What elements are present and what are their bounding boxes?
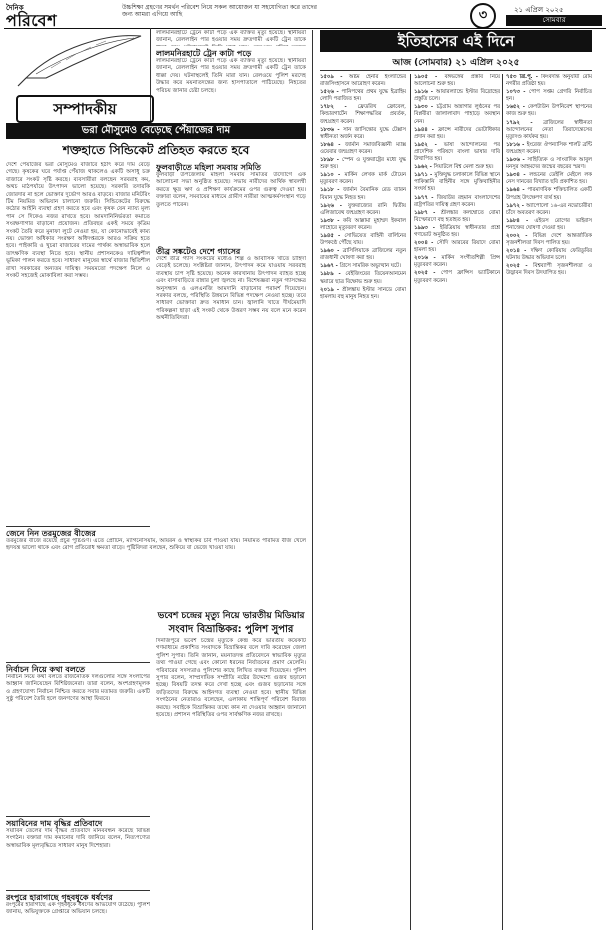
history-item — [414, 164, 500, 171]
history-text: ভাষা আন্দোলনের পর প্রাদেশিক পরিষদে বাংলা ভাষার দাবি উত্থাপিত হয়। — [414, 141, 500, 163]
history-text: সান জাসিন্তোর যুদ্ধে টেক্সাস স্বাধীনতা অর্জন করে। — [320, 126, 406, 140]
history-item — [414, 142, 500, 163]
history-year: ১৯০৫ - — [414, 74, 445, 80]
history-year: ১৫২৬ - — [320, 89, 342, 96]
history-text: পানিপথের প্রথম যুদ্ধে ইব্রাহিম লোদি পরাজিত হন। — [320, 89, 406, 103]
history-text: কবি আল্লামা মুহাম্মদ ইকবাল লাহোরে মৃত্যুবরণ করেন। — [320, 217, 406, 231]
editorial-headline[interactable]: ভরা মৌসুমেও বেড়েছে পেঁয়াজের দাম — [6, 123, 306, 139]
history-year: ১৯৯৩ - — [414, 224, 440, 231]
column-rule — [502, 74, 503, 930]
history-text: বিভিন্ন দেশে আন্তর্জাতিক সৃজনশীলতা দিবস পালিত হয়। — [506, 232, 592, 247]
history-text: বঙ্গভঙ্গের প্রস্তাব নিয়ে আলোচনা শুরু হয়। — [414, 74, 500, 88]
history-item — [320, 127, 406, 141]
history-item — [414, 225, 500, 239]
history-text: ইরিত্রিয়ায় স্বাধীনতার প্রশ্নে গণভোট অনুষ্ঠিত হয়। — [414, 224, 500, 238]
history-text: কিংবদন্তি অনুযায়ী রোম নগরীর প্রতিষ্ঠা হয়। — [506, 74, 592, 88]
editorial-illustration — [6, 28, 150, 84]
article-headline[interactable]: রংপুরে হারাগাছে গৃহবধূকে ধর্ষণের — [6, 893, 113, 902]
article-headline[interactable]: লালমনিরহাটে ট্রেন কাটা পড়ে — [156, 49, 252, 58]
history-text: আয়ারল্যান্ডে ইস্টার বিদ্রোহের প্রস্তুতি চলে। — [414, 89, 500, 103]
history-year: ১৯৪৪ - — [414, 126, 439, 133]
newspaper-logo[interactable]: পরিবেশ — [6, 11, 58, 30]
issue-day: সোমবার — [506, 15, 602, 26]
history-item — [320, 233, 406, 247]
masthead — [4, 2, 606, 29]
section-divider — [6, 890, 150, 891]
article-body: দিনাজপুরে ভবেশ চন্দ্রের মৃত্যুকে কেন্দ্র করে ভারতীয় কয়েকটি গণমাধ্যমে প্রকাশিত সংবাদকে বিভ্রান্তিকর বলে দাবি করেছেন জেলা পুলিশ সুপার। তিনি জানান, ময়নাতদন্ত প্রতিবেদনে স্বাভাবিক মৃত্যুর তথ্য পাওয়া গেছে এবং কোনো ধরনের নির্যাতনের প্রমাণ মেলেনি। পরিবারের সদস্যরাও পুলিশের কাছে লিখিত বক্তব্য দিয়েছেন। পুলিশ সুপার বলেন, সাম্প্রদায়িক সম্প্রীতি নষ্টের উদ্দেশ্যে গুজব ছড়ানো হচ্ছে। বিষয়টি তদন্ত করে দেখা হচ্ছে এবং গুজব ছড়ানোর সঙ্গে জড়িতদের বিরুদ্ধে আইনগত ব্যবস্থা নেওয়া হবে। স্থানীয় বিভিন্ন সংগঠনের নেতারাও বলেছেন, এলাকায় শান্তিপূর্ণ পরিবেশ বিরাজ করছে। সবাইকে বিভ্রান্তিকর তথ্যে কান না দেওয়ার আহ্বান জানানো হয়েছে। প্রশাসন পরিস্থিতির ওপর সার্বক্ষণিক নজর রাখছে। — [156, 638, 306, 719]
history-year: ১৯৮৯ - — [320, 271, 346, 278]
history-year: ১৯৭১ - — [414, 172, 435, 179]
article-headline[interactable]: ভবেশ চন্দ্রের মৃত্যু নিয়ে ভারতীয় মিডিয়ার — [157, 611, 305, 621]
history-item — [506, 248, 592, 262]
quill-illustration-icon — [6, 28, 150, 88]
history-item — [506, 187, 592, 201]
editorial-body: দেশে পেঁয়াজের ভরা মৌসুমেও বাজারে হঠাৎ করে দাম বেড়ে গেছে। কৃষকের ঘরে পর্যাপ্ত পেঁয়াজ থাকলেও একটি অসাধু চক্র বাজারে সংকট সৃষ্টি করছে। ব্যবসায়ীরা বলছেন সরবরাহ কম, অথচ মাঠপর্যায়ে উৎপাদন ভালো হয়েছে। সরকারি তদারকি জোরদার না হলে ভোক্তার দুর্ভোগ আরও বাড়বে। বাজার মনিটরিং টিম নিয়মিত অভিযান চালানো জরুরি। সিন্ডিকেটের বিরুদ্ধে কঠোর আইনি ব্যবস্থা গ্রহণ করতে হবে এবং কৃষক যেন ন্যায্য মূল্য পান সে দিকেও নজর রাখতে হবে। আমদানিনির্ভরতা কমাতে সংরক্ষণাগার বাড়ানো প্রয়োজন। প্রতিবছর একই সময়ে কৃত্রিম সংকট তৈরি করে মুনাফা লুটে নেওয়া হয়, যা কোনোভাবেই কাম্য নয়। ভোক্তা অধিকার সংরক্ষণ অধিদপ্তরকে আরও সক্রিয় হতে হবে। পাইকারি ও খুচরা বাজারের দামের পার্থক্য অস্বাভাবিক হলে তাৎক্ষণিক ব্যবস্থা নিতে হবে। স্থানীয় প্রশাসনকেও দায়িত্বশীল ভূমিকা পালন করতে হবে। সাধারণ মানুষের স্বার্থে বাজার স্থিতিশীল রাখা সরকারের অন্যতম দায়িত্ব। সময়মতো পদক্ষেপ নিলে এ সংকট সহজেই মোকাবিলা করা সম্ভব। — [6, 162, 150, 280]
history-year: ১০৭৩ - — [506, 89, 529, 96]
logo-prefix: দৈনিক — [6, 4, 24, 12]
history-year: ১৯৬৭ - — [320, 263, 340, 270]
history-banner: ইতিহাসের এই দিনে — [320, 30, 592, 52]
history-text: সোভিয়েত বাহিনী বার্লিনের উপকণ্ঠে পৌঁছে যায়। — [320, 232, 406, 247]
history-text: সিয়াটলে বিশ্ব মেলা শুরু হয়। — [433, 164, 494, 171]
history-year: ১৯৫২ - — [414, 141, 444, 148]
history-item — [320, 187, 406, 201]
history-item — [320, 142, 406, 156]
article-headline[interactable]: নির্বাচন নিয়ে কথা বলতে — [6, 665, 86, 674]
article-body: ফুলবাড়ী উপজেলায় মহিলা সমবায় সমিতির উদ্যোগে এক আলোচনা সভা অনুষ্ঠিত হয়েছে। সভায় নারীদের আর্থিক স্বাবলম্বী করতে ক্ষুদ্র ঋণ ও প্রশিক্ষণ কার্যক্রমের ওপর গুরুত্ব দেওয়া হয়। বক্তারা বলেন, সমবায়ের মাধ্যমে গ্রামীণ নারীরা আত্মকর্মসংস্থান গড়ে তুলতে পারেন। — [156, 172, 306, 208]
history-item — [320, 263, 406, 270]
history-column-3 — [506, 74, 592, 930]
history-column-1 — [320, 74, 406, 930]
history-text: শ্রীলঙ্কার কলম্বোতে বোমা বিস্ফোরণে বহু হতাহত হয়। — [414, 209, 500, 223]
history-column-2 — [414, 74, 500, 930]
history-text: জার্মান বৈমানিক রেড ব্যারন বিমান যুদ্ধে নিহত হন। — [320, 187, 406, 201]
history-year: ২০২৫ - — [506, 263, 534, 270]
history-year: ১৮৯৮ - — [320, 157, 342, 164]
history-text: চট্টগ্রাম অস্ত্রাগার লুণ্ঠনের পর বিপ্লবীরা জালালাবাদ পাহাড়ে অবস্থান নেন। — [414, 104, 500, 125]
history-year: ১৯৭৭ - — [414, 194, 437, 201]
history-item — [320, 157, 406, 171]
history-item — [506, 74, 592, 88]
masthead-tagline: উচ্চশিক্ষা গ্রহণের সমর্থন পরিবেশ নিয়ে সকল আয়োজন যা সহযোগিতা করে তাদের জন্য আমরা এগিয়ে আছি — [122, 4, 317, 18]
history-item — [506, 203, 592, 217]
history-item — [414, 240, 500, 254]
article-body: রংপুরের হারাগাছে এক গৃহবধূকে ধর্ষণের অভিযোগ উঠেছে। পুলিশ জানায়, অভিযুক্তকে গ্রেপ্তারে অভিযান চলছে। — [6, 902, 150, 916]
history-year: ১৯৮৪ - — [506, 217, 535, 224]
history-text: বেইজিংয়ের তিয়েনআনমেন স্কয়ারে ছাত্র বিক্ষোভ শুরু হয়। — [320, 271, 406, 285]
history-year: ২০১৯ - — [320, 286, 343, 293]
history-item — [506, 218, 592, 232]
history-year: ১৮৬৪ - — [320, 141, 345, 148]
history-item — [320, 104, 406, 125]
history-date: আজ (সোমবার) ২১ এপ্রিল ২০২৫ — [320, 56, 592, 71]
history-text: পারমাণবিক শক্তিচালিত একটি উপগ্রহ উৎক্ষেপণ ব্যর্থ হয়। — [506, 187, 592, 201]
history-text: পোপ সপ্তম গ্রেগরি নির্বাচিত হন। — [506, 89, 592, 103]
history-year: ১৯১৮ - — [320, 187, 343, 194]
article-headline[interactable]: সয়াবিনের দাম বৃদ্ধির প্রতিবাদে — [6, 819, 103, 828]
history-text: দক্ষিণ কোরিয়ায় ফেরিডুবির ঘটনায় উদ্ধার অভিযান চলে। — [506, 248, 592, 262]
article-headline[interactable]: ফুলবাড়ীতে মহিলা সমবায় সমিতি — [156, 163, 261, 172]
article-subheadline[interactable]: সংবাদ বিভ্রান্তিকর: পুলিশ সুপার — [168, 624, 294, 635]
article-headline[interactable]: জেনে নিন তরমুজের বীজের — [6, 529, 96, 538]
history-year: ১৫০৯ - — [320, 74, 349, 80]
article-body: তরমুজের বীজে রয়েছে প্রচুর পুষ্টিগুণ। এতে প্রোটিন, ম্যাগনেসিয়াম, আয়রন ও স্বাস্থ্যকর চর্বি পাওয়া যায়। নিয়মিত পরিমিত বীজ খেলে হৃদযন্ত্র ভালো থাকে এবং রোগ প্রতিরোধ ক্ষমতা বাড়ে। পুষ্টিবিদরা বলছেন, শুকিয়ে বা ভেজে খাওয়া যায়। — [6, 538, 306, 552]
page-number: ৩ — [470, 3, 496, 29]
history-item — [414, 74, 500, 88]
history-item — [320, 271, 406, 285]
article-body: দেশে তীব্র গ্যাস সংকটের মধ্যেও শিল্প ও আবাসিক খাতে চাহিদা বেড়েই চলেছে। সংশ্লিষ্টরা জানান, উৎপাদন কমে যাওয়ায় সরবরাহ ব্যবস্থায় চাপ সৃষ্টি হয়েছে। অনেক কারখানায় উৎপাদন ব্যাহত হচ্ছে এবং বাসাবাড়িতে রান্নার চুলা জ্বলছে না। বিশেষজ্ঞরা নতুন গ্যাসক্ষেত্র অনুসন্ধান ও এলএনজি আমদানি বাড়ানোর পরামর্শ দিয়েছেন। সরকার বলছে, পরিস্থিতি উন্নয়নে বিভিন্ন পদক্ষেপ নেওয়া হচ্ছে। তবে সাধারণ ভোক্তারা দ্রুত সমাধান চান। জ্বালানি খাতে দীর্ঘমেয়াদি পরিকল্পনা ছাড়া এই সংকট থেকে উত্তরণ সম্ভব নয় বলে মনে করেন অর্থনীতিবিদরা। — [156, 256, 306, 322]
history-year: ২০০৪ - — [414, 240, 437, 247]
history-item — [506, 89, 592, 103]
history-text: বিশ্বব্যাপী সৃজনশীলতা ও উদ্ভাবন দিবস উদযাপিত হয়। — [506, 263, 592, 277]
history-year: ১৯৬৪ - — [506, 187, 528, 194]
history-year: ১৯৩৮ - — [320, 217, 343, 224]
history-item — [414, 172, 500, 193]
history-text: অ্যাপোলো ১৬-এর নভোচারীরা চাঁদে অবতরণ করেন। — [506, 202, 592, 216]
history-year: ১৮১৬ - — [506, 141, 527, 148]
history-text: শ্রীলঙ্কায় ইস্টার সানডে বোমা হামলায় বহু মানুষ নিহত হন। — [320, 286, 406, 300]
history-year: ১৯১৬ - — [414, 89, 436, 96]
history-item — [506, 120, 592, 141]
history-text: সৌদি আরবের রিয়াদে বোমা হামলা হয়। — [414, 240, 500, 254]
article-headline[interactable]: তীব্র সঙ্কটেও দেশে গ্যাসের — [156, 247, 241, 256]
history-year: ১৯৬২ - — [414, 164, 434, 171]
history-item — [414, 89, 500, 103]
history-year: ১৯৮৭ - — [414, 209, 441, 216]
history-text: মার্কিন লেখক মার্ক টোয়েন মৃত্যুবরণ করেন। — [320, 172, 406, 186]
history-year: ১৯০৬ - — [506, 157, 528, 164]
history-item — [506, 104, 592, 118]
history-text: মুক্তিযুদ্ধ চলাকালে বিভিন্ন স্থানে পাকিস্তানি বাহিনীর সঙ্গে মুক্তিবাহিনীর সংঘর্ষ হয়। — [414, 172, 500, 193]
issue-date: ২১ এপ্রিল ২০২৫ — [514, 6, 564, 14]
history-year: ১৬৫২ - — [506, 104, 528, 111]
history-text: জিয়াউর রহমান বাংলাদেশের রাষ্ট্রপতির দায়িত্ব গ্রহণ করেন। — [414, 194, 500, 208]
history-text: অষ্টম হেনরি ইংল্যান্ডের রাজসিংহাসনে আরোহণ করেন। — [320, 74, 406, 88]
history-text: জার্মান সমাজবিজ্ঞানী ম্যাক্স ওয়েবার জন্মগ্রহণ করেন। — [320, 141, 406, 155]
history-text: ব্রাজিলের স্বাধীনতা আন্দোলনের নেতা তিরাদেন্তেসের মৃত্যুদণ্ড কার্যকর হয়। — [506, 119, 592, 140]
history-item — [414, 104, 500, 125]
history-year: ১৯৩০ - — [414, 104, 437, 111]
history-text: স্পেন ও যুক্তরাষ্ট্রের মধ্যে যুদ্ধ শুরু হয়। — [320, 157, 406, 171]
history-text: ফ্রেডরিখ ফ্রোবেল, কিন্ডারগার্টেন শিক্ষাপদ্ধতির প্রবর্তক, জন্মগ্রহণ করেন। — [320, 104, 406, 125]
editorial-subheadline[interactable]: শক্তহাতে সিন্ডিকেট প্রতিহত করতে হবে — [62, 143, 250, 157]
history-text: পোপ ফ্রান্সিস ভ্যাটিকানে মৃত্যুবরণ করেন। — [414, 270, 500, 284]
history-item — [320, 203, 406, 217]
history-item — [320, 218, 406, 232]
history-year: ২০০২ - — [506, 232, 533, 239]
history-item — [414, 210, 500, 224]
history-year: ১৯২৬ - — [320, 202, 348, 209]
history-year: ১৯১০ - — [320, 172, 345, 179]
editorial-section-label: সম্পাদকীয় — [16, 95, 154, 123]
history-item — [506, 142, 592, 156]
history-text: ফ্রান্সে নারীদের ভোটাধিকার প্রদান করা হয়। — [414, 126, 500, 140]
history-item — [506, 157, 592, 171]
section-divider — [6, 816, 150, 817]
history-year: ১৯৩৪ - — [506, 172, 530, 179]
article-body: লালমনিরহাটে ট্রেনে কাটা পড়ে এক ব্যক্তির মৃত্যু হয়েছে। স্থানীয়রা জানান, রেললাইন পার হওয়ার সময় দ্রুতগামী একটি ট্রেন তাকে ধাক্কা দেয়। ঘটনাস্থলেই তিনি মারা যান। রেলওয়ে পুলিশ মরদেহ উদ্ধার করে ময়নাতদন্তের জন্য হাসপাতালে পাঠিয়েছে। নিহতের পরিচয় জানার চেষ্টা চলছে। — [156, 58, 306, 94]
history-item — [506, 263, 592, 277]
history-year: ৭৫৩ খ্রি.পূ. - — [506, 74, 542, 80]
history-item — [414, 270, 500, 284]
history-text: যুক্তরাজ্যের রানি দ্বিতীয় এলিজাবেথ জন্মগ্রহণ করেন। — [320, 202, 406, 216]
column-rule — [312, 30, 313, 930]
history-year: ১৭৮২ - — [320, 104, 358, 111]
section-divider — [6, 662, 150, 663]
history-year: ১৯৭২ - — [506, 202, 526, 209]
history-text: ইংরেজ ঔপন্যাসিক শার্লট ব্রন্টি জন্মগ্রহণ করেন। — [506, 141, 592, 155]
history-year: ১৭৯২ - — [506, 119, 544, 126]
history-text: গ্রিসে সামরিক অভ্যুত্থান ঘটে। — [339, 263, 401, 270]
history-item — [414, 255, 500, 269]
history-text: এইডস রোগের ভাইরাস শনাক্তের ঘোষণা দেওয়া হয়। — [506, 217, 592, 231]
history-text: লন্ডনের ডেইলি মেইলে লক নেস দানবের বিখ্যাত ছবি প্রকাশিত হয়। — [506, 172, 592, 186]
top-brief: লালমনিরহাটে ট্রেনে কাটা পড়ে এক ব্যক্তির মৃত্যু হয়েছে। স্থানীয়রা জানান, রেললাইন পার হওয়ার সময় দ্রুতগামী একটি ট্রেন তাকে — [156, 30, 306, 44]
history-item — [506, 233, 592, 247]
history-item — [414, 195, 500, 209]
history-item — [320, 248, 406, 262]
history-year: ২০১৪ - — [506, 248, 531, 255]
history-year: ১৮৩৬ - — [320, 126, 344, 133]
article-body: সয়াবিন তেলের দাম বৃদ্ধির প্রতিবাদে মানববন্ধন করেছে বিভিন্ন সংগঠন। বক্তারা দাম কমানোর দাবি জানিয়ে বলেন, নিত্যপণ্যের অস্বাভাবিক মূল্যবৃদ্ধিতে সাধারণ মানুষ দিশেহারা। — [6, 828, 150, 849]
history-text: মার্কিন সংগীতশিল্পী প্রিন্স মৃত্যুবরণ করেন। — [414, 255, 500, 269]
section-divider — [6, 526, 150, 527]
history-item — [320, 287, 406, 301]
history-item — [320, 74, 406, 88]
history-year: ২০২৫ - — [414, 270, 441, 277]
history-item — [320, 89, 406, 103]
history-item — [320, 172, 406, 186]
history-year: ২০১৬ - — [414, 255, 442, 262]
history-year: ১৯৬০ - — [320, 248, 343, 255]
history-text: কেপটাউন উপনিবেশ স্থাপনের কাজ শুরু হয়। — [506, 104, 592, 118]
history-item — [414, 127, 500, 141]
history-text: ব্রাসিলিয়াকে ব্রাজিলের নতুন রাজধানী ঘোষণা করা হয়। — [320, 248, 406, 262]
history-year: ১৯৪৫ - — [320, 232, 345, 239]
article-body: নির্বাচন নিয়ে কথা বলতে রাজনৈতিক দলগুলোর সঙ্গে সংলাপের আহ্বান জানিয়েছেন বিশিষ্টজনেরা। তারা বলেন, অংশগ্রহণমূলক ও গ্রহণযোগ্য নির্বাচন নিশ্চিত করতে সবার মতামত জরুরি। একটি সুষ্ঠু পরিবেশ তৈরি হলে জনগণের আস্থা ফিরবে। — [6, 674, 150, 703]
history-item — [506, 172, 592, 186]
history-text: সাহিত্যিক ও সাংবাদিক আবুল মনসুর আহমদের জন্মের বছরের স্মরণ। — [506, 157, 592, 171]
column-rule — [410, 74, 411, 930]
